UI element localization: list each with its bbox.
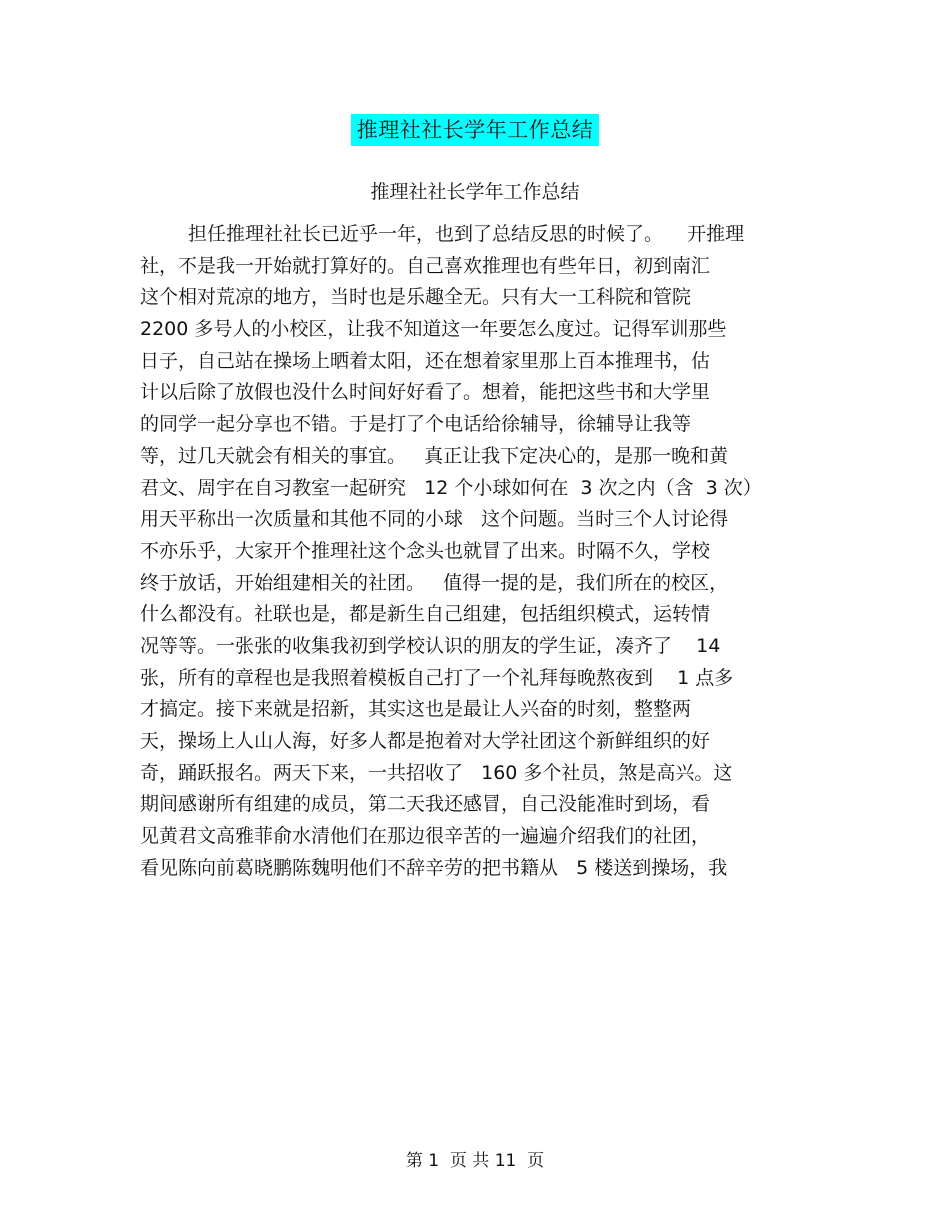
body-line: 奇，踊跃报名。两天下来，一共招收了 160 多个社员，煞是高兴。这 <box>140 761 733 784</box>
document-body <box>140 219 840 884</box>
body-line: 才搞定。接下来就是招新，其实这也是最让人兴奋的时刻，整整两 <box>140 698 692 721</box>
body-line: 日子，自己站在操场上晒着太阳，还在想着家里那上百本推理书，估 <box>140 349 711 372</box>
body-line: 用天平称出一次质量和其他不同的小球 这个问题。当时三个人讨论得 <box>140 508 729 531</box>
body-line: 期间感谢所有组建的成员，第二天我还感冒，自己没能准时到场，看 <box>140 793 711 816</box>
body-line: 什么都没有。社联也是，都是新生自己组建，包括组织模式，运转情 <box>140 603 711 626</box>
body-line: 社，不是我一开始就打算好的。自己喜欢推理也有些年日，初到南汇 <box>140 254 711 277</box>
page-number-footer: 第 1 页 共 11 页 <box>405 1151 545 1171</box>
body-line: 等，过几天就会有相关的事宜。 真正让我下定决心的，是那一晚和黄 <box>140 444 729 467</box>
body-line: 况等等。一张张的收集我初到学校认识的朋友的学生证，凑齐了 14 <box>140 634 721 657</box>
document-title: 推理社社长学年工作总结 <box>351 114 600 146</box>
body-line: 看见陈向前葛晓鹏陈魏明他们不辞辛劳的把书籍从 5 楼送到操场，我 <box>140 856 728 879</box>
document-title-block <box>0 114 950 146</box>
body-line: 担任推理社社长已近乎一年，也到了总结反思的时候了。 开推理 <box>188 223 745 245</box>
document-subtitle: 推理社社长学年工作总结 <box>370 181 580 203</box>
body-line: 不亦乐乎，大家开个推理社这个念头也就冒了出来。时隔不久，学校 <box>140 539 711 562</box>
body-line: 2200 多号人的小校区，让我不知道这一年要怎么度过。记得军训那些 <box>140 318 727 341</box>
body-line: 天，操场上人山人海，好多人都是抱着对大学社团这个新鲜组织的好 <box>140 730 711 752</box>
body-line: 君文、周宇在自习教室一起研究 12 个小球如何在 3 次之内（含 3 次） <box>140 476 762 499</box>
body-line: 这个相对荒凉的地方，当时也是乐趣全无。只有大一工科院和管院 <box>140 286 692 309</box>
body-line: 终于放话，开始组建相关的社团。 值得一提的是，我们所在的校区， <box>140 571 729 594</box>
body-line: 见黄君文高雅菲俞水清他们在那边很辛苦的一遍遍介绍我们的社团， <box>140 825 711 848</box>
body-line: 计以后除了放假也没什么时间好好看了。想着，能把这些书和大学里 <box>140 381 711 404</box>
body-line: 的同学一起分享也不错。于是打了个电话给徐辅导，徐辅导让我等 <box>140 413 692 436</box>
body-line: 张，所有的章程也是我照着模板自己打了一个礼拜每晚熬夜到 1 点多 <box>140 666 734 689</box>
